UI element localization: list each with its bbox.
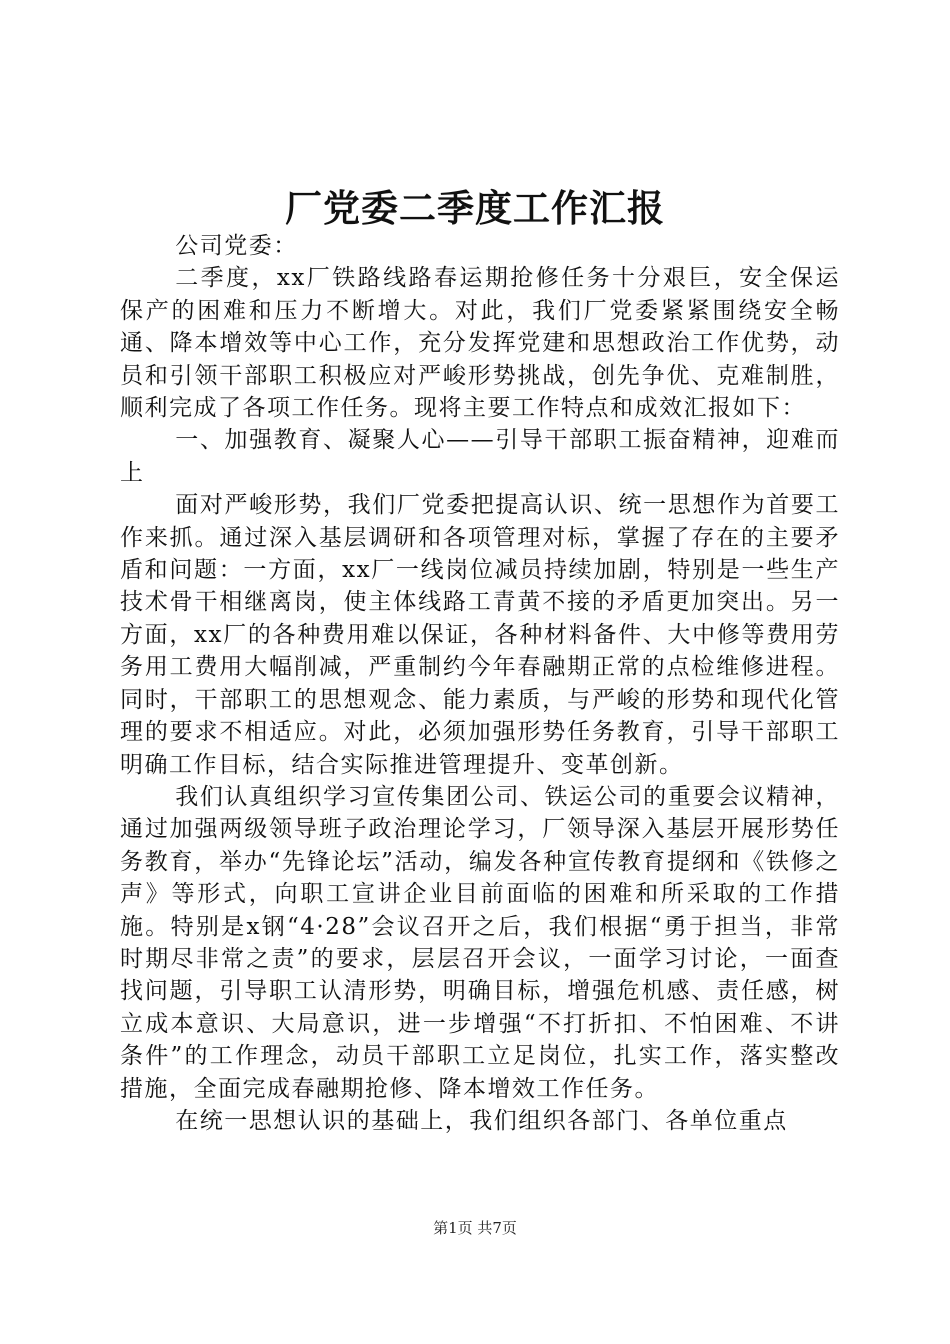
document-body [120, 230, 840, 1137]
paragraph: 在统一思想认识的基础上，我们组织各部门、各单位重点 [175, 1107, 788, 1134]
document-title: 厂党委二季度工作汇报 [285, 186, 665, 230]
salutation: 公司党委： [175, 233, 298, 259]
section-heading-1: 一、加强教育、凝聚人心——引导干部职工振奋精神，迎难而上 [120, 427, 840, 486]
page-footer: 第1页 共7页 [433, 1219, 517, 1237]
paragraph: 面对严峻形势，我们厂党委把提高认识、统一思想作为首要工作来抓。通过深入基层调研和各项管理对标，掌握了存在的主要矛盾和问题：一方面，xx厂一线岗位减员持续加剧，特别是一些生产技术骨干相继离岗，使主体线路工青黄不接的矛盾更加突出。另一方面，xx厂的各种费用难以保证，各种材料备件、大中修等费用劳务用工费用大幅削减，严重制约今年春融期正常的点检维修进程。同时，干部职工的思想观念、能力素质，与严峻的形势和现代化管理的要求不相适应。对此，必须加强形势任务教育，引导干部职工明确工作目标，结合实际推进管理提升、变革创新。 [120, 492, 840, 778]
paragraph: 我们认真组织学习宣传集团公司、铁运公司的重要会议精神，通过加强两级领导班子政治理论学习，厂领导深入基层开展形势任务教育，举办“先锋论坛”活动，编发各种宣传教育提纲和《铁修之声》等形式，向职工宣讲企业目前面临的困难和所采取的工作措施。特别是x钢“4·28”会议召开之后，我们根据“勇于担当，非常时期尽非常之责”的要求，层层召开会议，一面学习讨论，一面查找问题，引导职工认清形势，明确目标，增强危机感、责任感，树立成本意识、大局意识，进一步增强“不打折扣、不怕困难、不讲条件”的工作理念，动员干部职工立足岗位，扎实工作，落实整改措施，全面完成春融期抢修、降本增效工作任务。 [120, 783, 840, 1102]
paragraph-intro: 二季度，xx厂铁路线路春运期抢修任务十分艰巨，安全保运保产的困难和压力不断增大。对此，我们厂党委紧紧围绕安全畅通、降本增效等中心工作，充分发挥党建和思想政治工作优势，动员和引领干部职工积极应对严峻形势挑战，创先争优、克难制胜，顺利完成了各项工作任务。现将主要工作特点和成效汇报如下： [120, 265, 840, 422]
